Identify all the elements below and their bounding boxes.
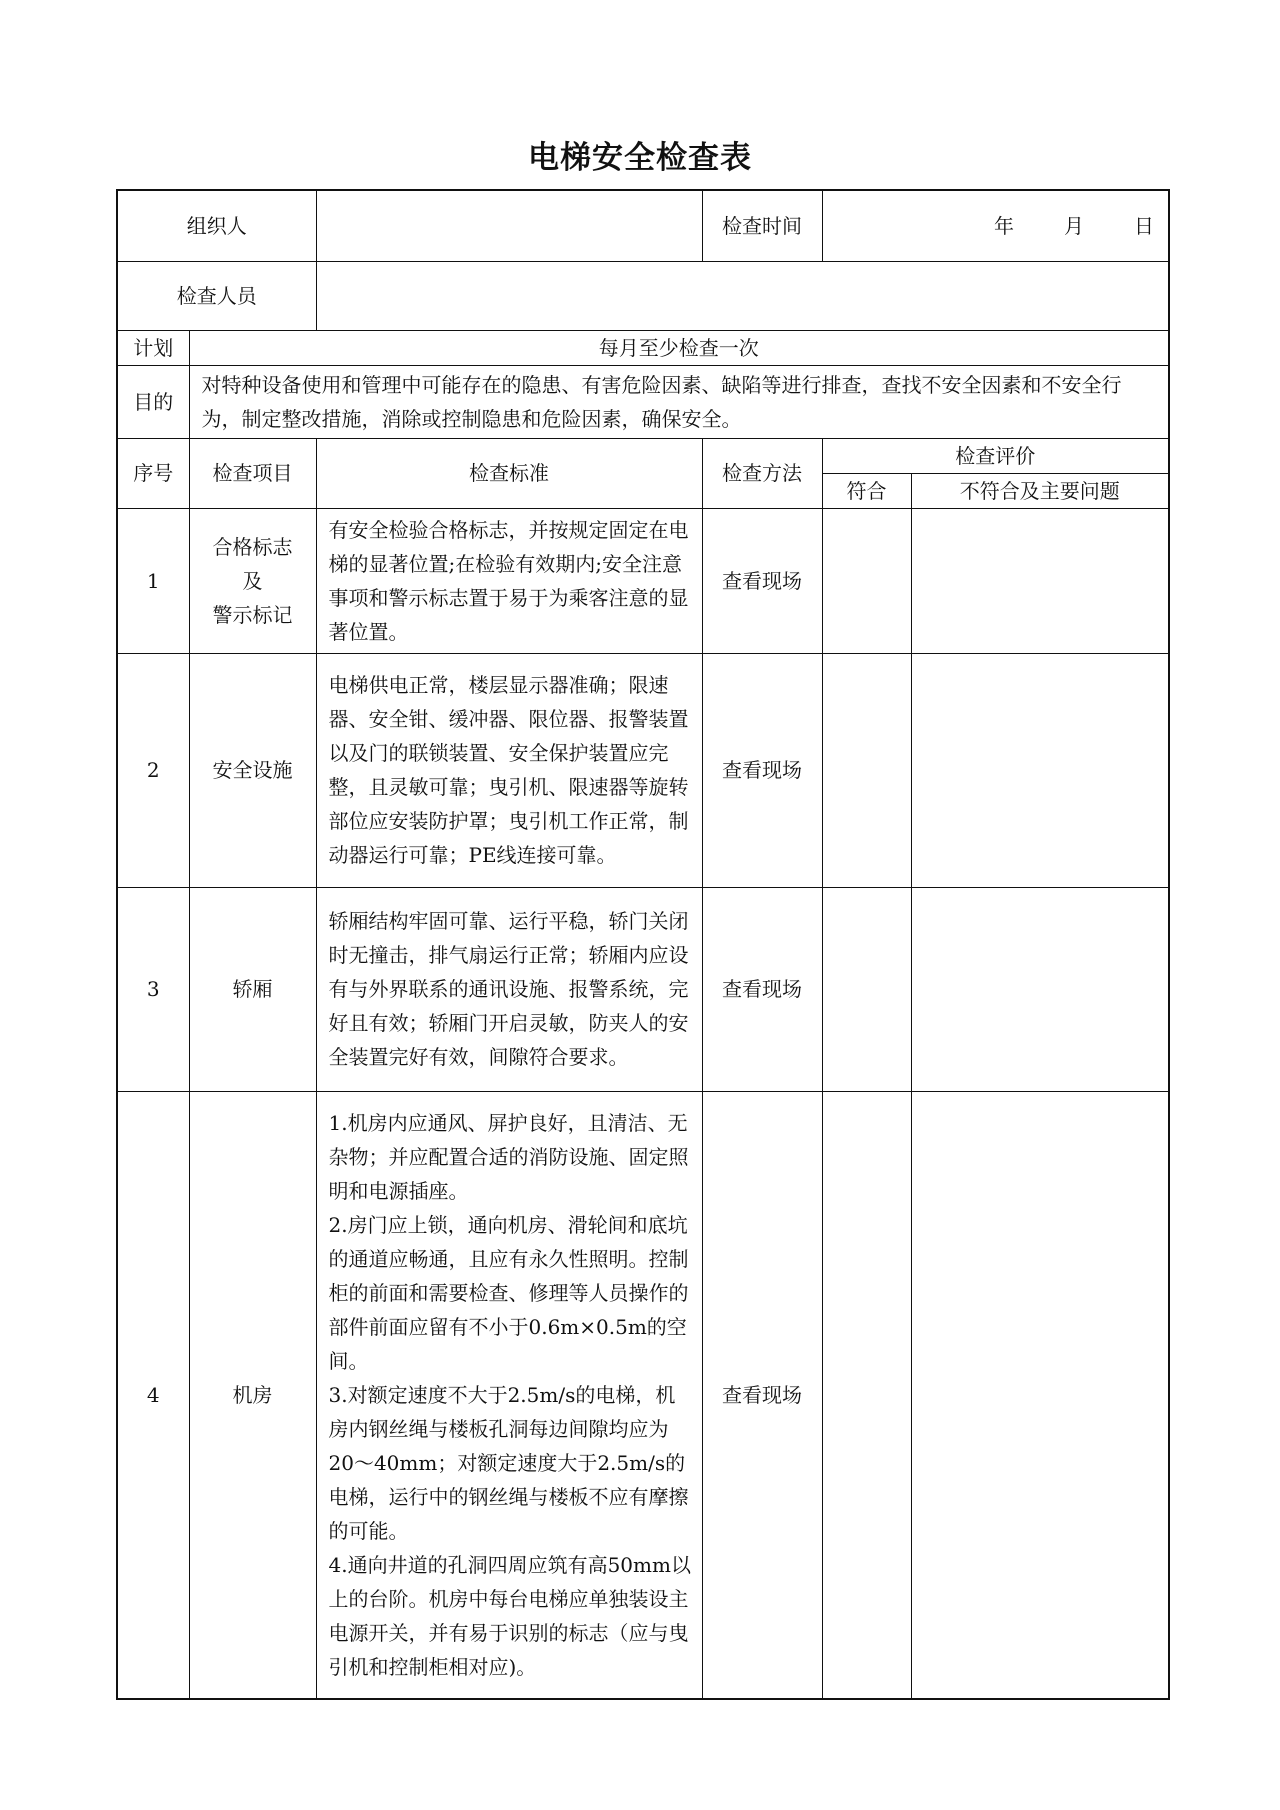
row-nonconform-field[interactable] — [911, 887, 1169, 1091]
row-item-line: 及 — [242, 568, 263, 593]
row-method: 查看现场 — [702, 1091, 822, 1699]
col-item-header: 检查项目 — [189, 438, 316, 508]
check-time-label: 检查时间 — [702, 190, 822, 261]
organizer-field[interactable] — [316, 190, 702, 261]
inspectors-field[interactable] — [316, 261, 1169, 330]
row-conform-field[interactable] — [822, 887, 911, 1091]
purpose-row — [117, 365, 1169, 438]
col-conform-header: 符合 — [822, 473, 911, 508]
date-day: 日 — [1134, 213, 1154, 238]
check-time-field[interactable] — [822, 190, 1169, 261]
table-row — [117, 508, 1169, 653]
date-month: 月 — [1064, 213, 1084, 238]
row-item-line: 警示标记 — [212, 602, 293, 627]
col-nonconform-header: 不符合及主要问题 — [911, 473, 1169, 508]
purpose-label: 目的 — [117, 365, 189, 438]
plan-label: 计划 — [117, 330, 189, 365]
col-method-header: 检查方法 — [702, 438, 822, 508]
table-row — [117, 1091, 1169, 1699]
row-nonconform-field[interactable] — [911, 1091, 1169, 1699]
row-method: 查看现场 — [702, 508, 822, 653]
row-conform-field[interactable] — [822, 508, 911, 653]
row-standard: 电梯供电正常，楼层显示器准确；限速器、安全钳、缓冲器、限位器、报警装置以及门的联锁装置、安全保护装置应完整，且灵敏可靠；曳引机、限速器等旋转部位应安装防护罩；曳引机工作正常，制动器运行可靠；PE线连接可靠。 — [316, 653, 702, 887]
date-year: 年 — [994, 213, 1014, 238]
table-row — [117, 653, 1169, 887]
inspection-table — [116, 189, 1170, 1700]
row-conform-field[interactable] — [822, 653, 911, 887]
col-no-header: 序号 — [117, 438, 189, 508]
col-evaluation-header: 检查评价 — [822, 438, 1169, 473]
row-item — [189, 887, 316, 1091]
row-no: 3 — [117, 887, 189, 1091]
row-item-line: 轿厢 — [232, 977, 273, 1001]
row-item — [189, 508, 316, 653]
standard-clause: 4.通向井道的孔洞四周应筑有高50mm以上的台阶。机房中每台电梯应单独装设主电源开关，并有易于识别的标志（应与曳引机和控制柜相对应)。 — [328, 1552, 691, 1679]
inspectors-row — [117, 261, 1169, 330]
standard-clause: 3.对额定速度不大于2.5m/s的电梯，机房内钢丝绳与楼板孔洞每边间隙均应为 20～40mm；对额定速度大于2.5m/s的电梯，运行中的钢丝绳与楼板不应有摩擦的可能。 — [328, 1382, 689, 1543]
purpose-value: 对特种设备使用和管理中可能存在的隐患、有害危险因素、缺陷等进行排查，查找不安全因素和不安全行为，制定整改措施，消除或控制隐患和危险因素，确保安全。 — [189, 365, 1169, 438]
standard-clause: 2.房门应上锁，通向机房、滑轮间和底坑的通道应畅通，且应有永久性照明。控制柜的前面和需要检查、修理等人员操作的部件前面应留有不小于0.6m×0.5m的空间。 — [328, 1212, 689, 1373]
row-standard: 有安全检验合格标志，并按规定固定在电梯的显著位置;在检验有效期内;安全注意事项和警示标志置于易于为乘客注意的显著位置。 — [316, 508, 702, 653]
page-title: 电梯安全检查表 — [528, 140, 752, 176]
row-no: 1 — [117, 508, 189, 653]
plan-row — [117, 330, 1169, 365]
row-method: 查看现场 — [702, 887, 822, 1091]
row-conform-field[interactable] — [822, 1091, 911, 1699]
row-method: 查看现场 — [702, 653, 822, 887]
row-standard — [316, 1091, 702, 1699]
row-standard: 轿厢结构牢固可靠、运行平稳，轿门关闭时无撞击，排气扇运行正常；轿厢内应设有与外界联系的通讯设施、报警系统，完好且有效；轿厢门开启灵敏，防夹人的安全装置完好有效，间隙符合要求。 — [316, 887, 702, 1091]
row-item — [189, 653, 316, 887]
row-nonconform-field[interactable] — [911, 508, 1169, 653]
standard-clause: 1.机房内应通风、屏护良好，且清洁、无杂物；并应配置合适的消防设施、固定照明和电源插座。 — [328, 1110, 689, 1203]
plan-value: 每月至少检查一次 — [189, 330, 1169, 365]
organizer-row — [117, 190, 1169, 261]
column-header-row — [117, 438, 1169, 473]
row-no: 4 — [117, 1091, 189, 1699]
organizer-label: 组织人 — [117, 190, 316, 261]
row-item-line: 机房 — [232, 1382, 273, 1407]
row-item-line: 安全设施 — [212, 758, 293, 782]
row-nonconform-field[interactable] — [911, 653, 1169, 887]
table-row — [117, 887, 1169, 1091]
row-item-line: 合格标志 — [212, 534, 293, 559]
row-no: 2 — [117, 653, 189, 887]
row-item — [189, 1091, 316, 1699]
col-standard-header: 检查标准 — [316, 438, 702, 508]
inspectors-label: 检查人员 — [117, 261, 316, 330]
